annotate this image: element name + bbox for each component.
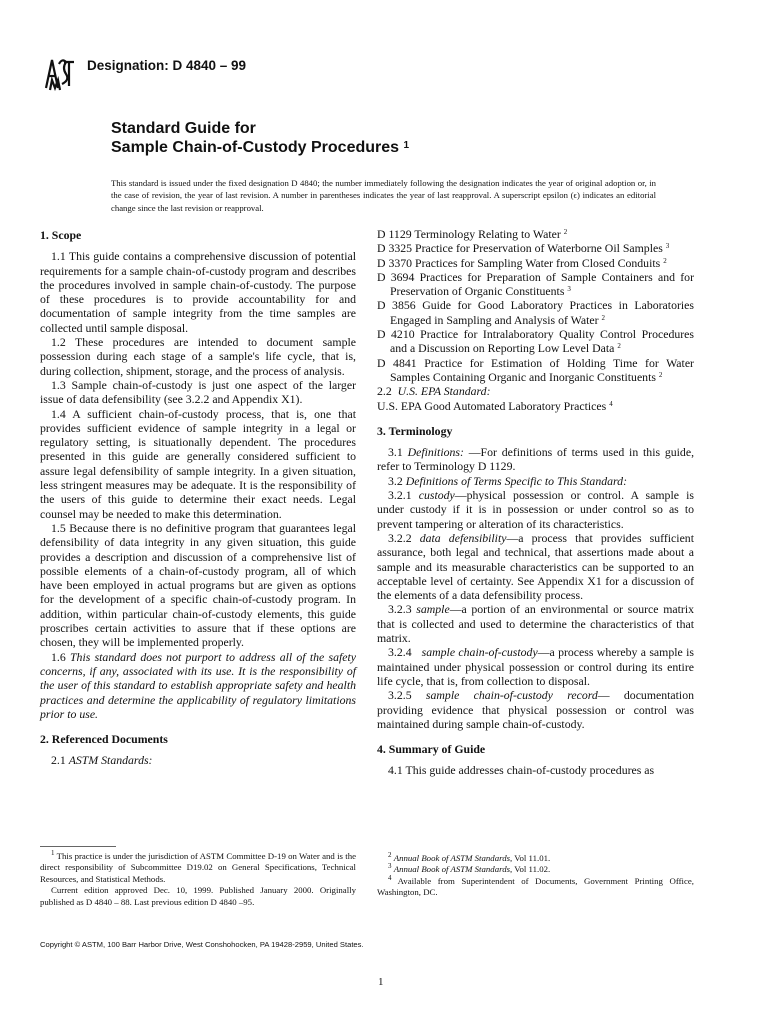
definition-text: —a process whereby a sample is maintained under physical possession or control during its entire life cycle, that is, from collection to disposal. [377, 645, 694, 688]
reference-text: D 1129 Terminology Relating to Water [377, 227, 561, 241]
definition-text: —a portion of an environmental or source matrix that is collected and used to determine the characteristics of that matrix. [377, 602, 694, 646]
paragraph-number: 3.2.3 [388, 602, 412, 617]
term: sample chain-of-custody [421, 645, 538, 660]
paragraph-4-1: 4.1 This guide addresses chain-of-custody procedures as [388, 763, 655, 778]
footnote-mark: 2 [388, 851, 392, 859]
footnote-1 [40, 851, 356, 885]
footnote-1-edition: Current edition approved Dec. 10, 1999. Published January 2000. Originally published as D 4840 – 88. Last previous edition D 4840 –95. [40, 885, 356, 907]
paragraph-number: 2.2 [377, 384, 392, 399]
paragraph-3-2 [377, 474, 694, 488]
reference-text: D 3370 Practices for Sampling Water from Closed Conduits [377, 255, 661, 270]
paragraph-number: 3.2.2 [388, 530, 412, 545]
paragraph-3-1 [377, 445, 694, 474]
footnote-mark: 4 [388, 873, 392, 882]
paragraph-1-3: 1.3 Sample chain-of-custody is just one aspect of the larger issue of data defensibility (see 3.2.2 and Appendix X1). [40, 377, 356, 407]
reference-d3694 [377, 270, 694, 299]
footnote-mark: 4 [609, 399, 613, 408]
paragraph-3-2-4 [377, 645, 694, 688]
paragraph-1-5: 1.5 Because there is no definitive program that guarantees legal defensibility of data integrity in any given situation, this guide provides a description and discussion of a comprehensive list of possible elements of a chain-of-custody program, all of which have been employed in actual programs but are given as options for the development of a specific chain-of-custody program. In addition, within particular chain-of-custody elements, this guide proscribes certain activities to assure that if these options are chosen, they will be implemented properly. [40, 520, 356, 650]
term: Definitions: [407, 445, 464, 460]
paragraph-1-6 [40, 650, 356, 721]
title-footnote-mark: 1 [403, 140, 410, 151]
reference-text: D 4841 Practice for Estimation of Holding Time for Water Samples Containing Organic and Inorganic Constituents [377, 355, 694, 384]
term: custody [418, 488, 455, 503]
footnote-2 [377, 853, 694, 864]
term: data defensibility [419, 530, 507, 545]
paragraph-number: 2.1 [51, 753, 66, 768]
reference-text: U.S. EPA Good Automated Laboratory Practices [377, 398, 607, 413]
reference-text: D 3325 Practice for Preservation of Waterborne Oil Samples [377, 241, 663, 256]
paragraph-3-2-2 [377, 531, 694, 602]
paragraph-text: —For definitions of terms used in this guide, refer to Terminology D 1129. [377, 445, 695, 474]
paragraph-2-1 [40, 753, 356, 767]
footnote-mark: 3 [665, 242, 670, 251]
reference-text: D 3856 Guide for Good Laboratory Practices in Laboratories Engaged in Sampling and Analysis of Water [377, 298, 694, 327]
section-heading-summary: 4. Summary of Guide [377, 742, 486, 757]
designation: Designation: D 4840 – 99 [87, 58, 247, 73]
preamble: This standard is issued under the fixed designation D 4840; the number immediately following the designation indicates the year of original adoption or, in the case of revision, the year of last revision. A number in parentheses indicates the year of last reapproval. A superscript epsilon (ϵ) indicates an editorial change since the last revision or reapproval. [111, 178, 656, 213]
footnote-text: , Vol 11.02. [510, 864, 551, 875]
footnotes-left [40, 846, 356, 908]
copyright-line: Copyright © ASTM, 100 Barr Harbor Drive, West Conshohocken, PA 19428-2959, United States. [40, 940, 364, 949]
paragraph-1-1: 1.1 This guide contains a comprehensive discussion of potential requirements for a sample chain-of-custody program and describes the procedures involved in sample chain-of-custody. The purpose of these procedures is to provide accountability for and documentation of sample integrity from the time samples are collected until sample disposal. [40, 249, 356, 335]
footnote-text: , Vol 11.01. [510, 853, 551, 863]
title-line-1: Standard Guide for [111, 120, 256, 137]
definition-text: —physical possession or control. A sample is under custody if it is in possession or under control so as to prevent tampering or alteration of its characteristics. [377, 488, 694, 531]
paragraph-3-2-5 [377, 688, 694, 731]
paragraph-1-4: 1.4 A sufficient chain-of-custody process, that is, one that provides sufficient evidence of sample integrity in a legal or regulatory setting, is situationally dependent. The procedures presented in this guide are generally considered sufficient to assure legal defensibility of sample integrity. In a given situation, less stringent measures may be adequate. It is the responsibility of the users of this guide to determine their exact needs. Legal counsel may be needed to make this determination. [40, 406, 356, 521]
section-heading-terminology: 3. Terminology [377, 423, 453, 438]
definition-text: — documentation providing evidence that physical possession or control was maintained during sample chain-of-custody. [377, 688, 695, 731]
title-text: Sample Chain-of-Custody Procedures [111, 139, 400, 156]
paragraph-number: 3.2.1 [388, 488, 412, 503]
footnote-title: Annual Book of ASTM Standards [393, 864, 511, 875]
footnote-mark: 3 [567, 285, 571, 294]
term: sample [416, 602, 450, 617]
section-heading-scope: 1. Scope [40, 228, 82, 242]
footnote-3 [377, 864, 694, 875]
definition-text: —a process that provides sufficient assurance, both legal and technical, that assertions made about a sample and its measurable characteristics can be supported to an acceptable level of certainty. See Appendix X1 for a discussion of the elements of a data defensibility process. [377, 530, 694, 603]
footnote-mark: 3 [388, 862, 392, 871]
reference-d1129 [377, 227, 694, 241]
paragraph-number: 3.2.5 [388, 688, 412, 703]
paragraph-number: 3.1 [388, 445, 403, 460]
subsection-label: ASTM Standards: [68, 753, 153, 768]
astm-logo [40, 54, 80, 94]
footnote-mark: 1 [51, 849, 55, 857]
footnote-text: Available from Superintendent of Documents, Government Printing Office, Washington, DC. [377, 875, 695, 898]
page-number: 1 [378, 976, 384, 988]
term: sample chain-of-custody record [425, 688, 598, 703]
title-line-2 [111, 139, 409, 157]
reference-d4841 [377, 356, 694, 385]
right-column [377, 227, 694, 778]
paragraph-number: 1.6 [51, 649, 66, 664]
reference-d3370 [377, 256, 694, 270]
reference-d3856 [377, 298, 694, 327]
reference-epa-galp [377, 399, 694, 413]
paragraph-3-2-1 [377, 488, 694, 531]
reference-text: D 4210 Practice for Intralaboratory Quality Control Procedures and a Discussion on Reporting Low Level Data [377, 327, 694, 356]
footnote-4 [377, 873, 695, 899]
subsection-label: Definitions of Terms Specific to This Standard: [405, 473, 628, 488]
footnote-text: This practice is under the jurisdiction of ASTM Committee D-19 on Water and is the direct responsibility of Subcommittee D19.02 on General Specifications, Technical Resources, and Statistical Methods. [40, 851, 357, 884]
footnote-mark: 2 [563, 228, 568, 236]
paragraph-number: 3.2.4 [388, 645, 412, 660]
footnote-mark: 2 [658, 370, 663, 379]
paragraph-2-2 [377, 384, 694, 398]
reference-d3325 [377, 241, 694, 255]
left-column [40, 228, 356, 768]
section-heading-referenced-documents: 2. Referenced Documents [40, 732, 168, 747]
reference-text: D 3694 Practices for Preparation of Sample Containers and for Preservation of Organic Constituents [377, 269, 694, 299]
paragraph-3-2-3 [377, 602, 694, 645]
paragraph-number: 3.2 [388, 473, 403, 488]
footnotes-right [377, 853, 694, 899]
footnote-mark: 2 [601, 313, 605, 322]
footnote-rule [40, 846, 116, 847]
subsection-label: U.S. EPA Standard: [397, 384, 491, 399]
footnote-mark: 2 [663, 256, 667, 265]
safety-caveat: This standard does not purport to address all of the safety concerns, if any, associated with its use. It is the responsibility of the user of this standard to establish appropriate safety and health practices and determine the applicability of regulatory limitations prior to use. [40, 649, 356, 721]
reference-d4210 [377, 327, 694, 356]
paragraph-1-2: 1.2 These procedures are intended to document sample possession during each stage of a sample's life cycle, that is, during collection, shipment, storage, and the process of analysis. [40, 335, 356, 378]
footnote-mark: 2 [617, 342, 621, 351]
footnote-title: Annual Book of ASTM Standards [393, 853, 511, 863]
